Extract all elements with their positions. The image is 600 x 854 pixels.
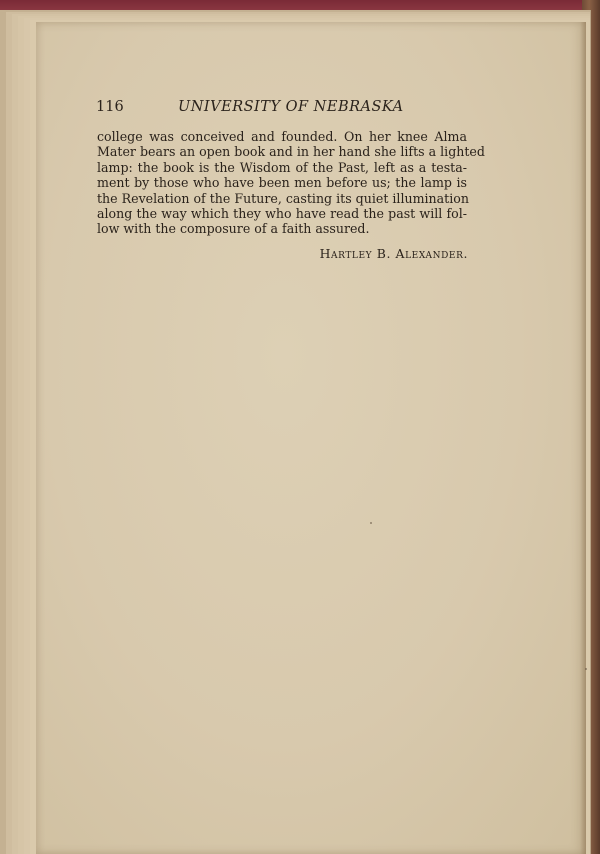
text-line: lamp: the book is the Wisdom of the Past, left as a testa- xyxy=(97,159,467,175)
text-line: Mater bears an open book and in her hand she lifts a lighted xyxy=(97,144,485,160)
text-line: along the way which they who have read the past will fol- xyxy=(97,206,467,222)
text-line: low with the composure of a faith assured. xyxy=(97,221,370,237)
journal-title: UNIVERSITY OF NEBRASKA xyxy=(178,99,404,115)
text-line: ment by those who have been men before us; the lamp is xyxy=(97,175,467,191)
text-line: the Revelation of the Future, casting its quiet illumination xyxy=(97,190,469,206)
running-head xyxy=(96,99,496,119)
author-signature: Hartley B. Alexander. xyxy=(319,246,468,261)
paper-speck xyxy=(370,522,372,524)
page-number: 116 xyxy=(96,99,124,115)
paper-speck xyxy=(585,668,587,670)
page-gutter-shadow xyxy=(580,22,586,854)
text-line: college was conceived and founded. On her knee Alma xyxy=(97,129,467,144)
body-paragraph xyxy=(97,129,485,237)
